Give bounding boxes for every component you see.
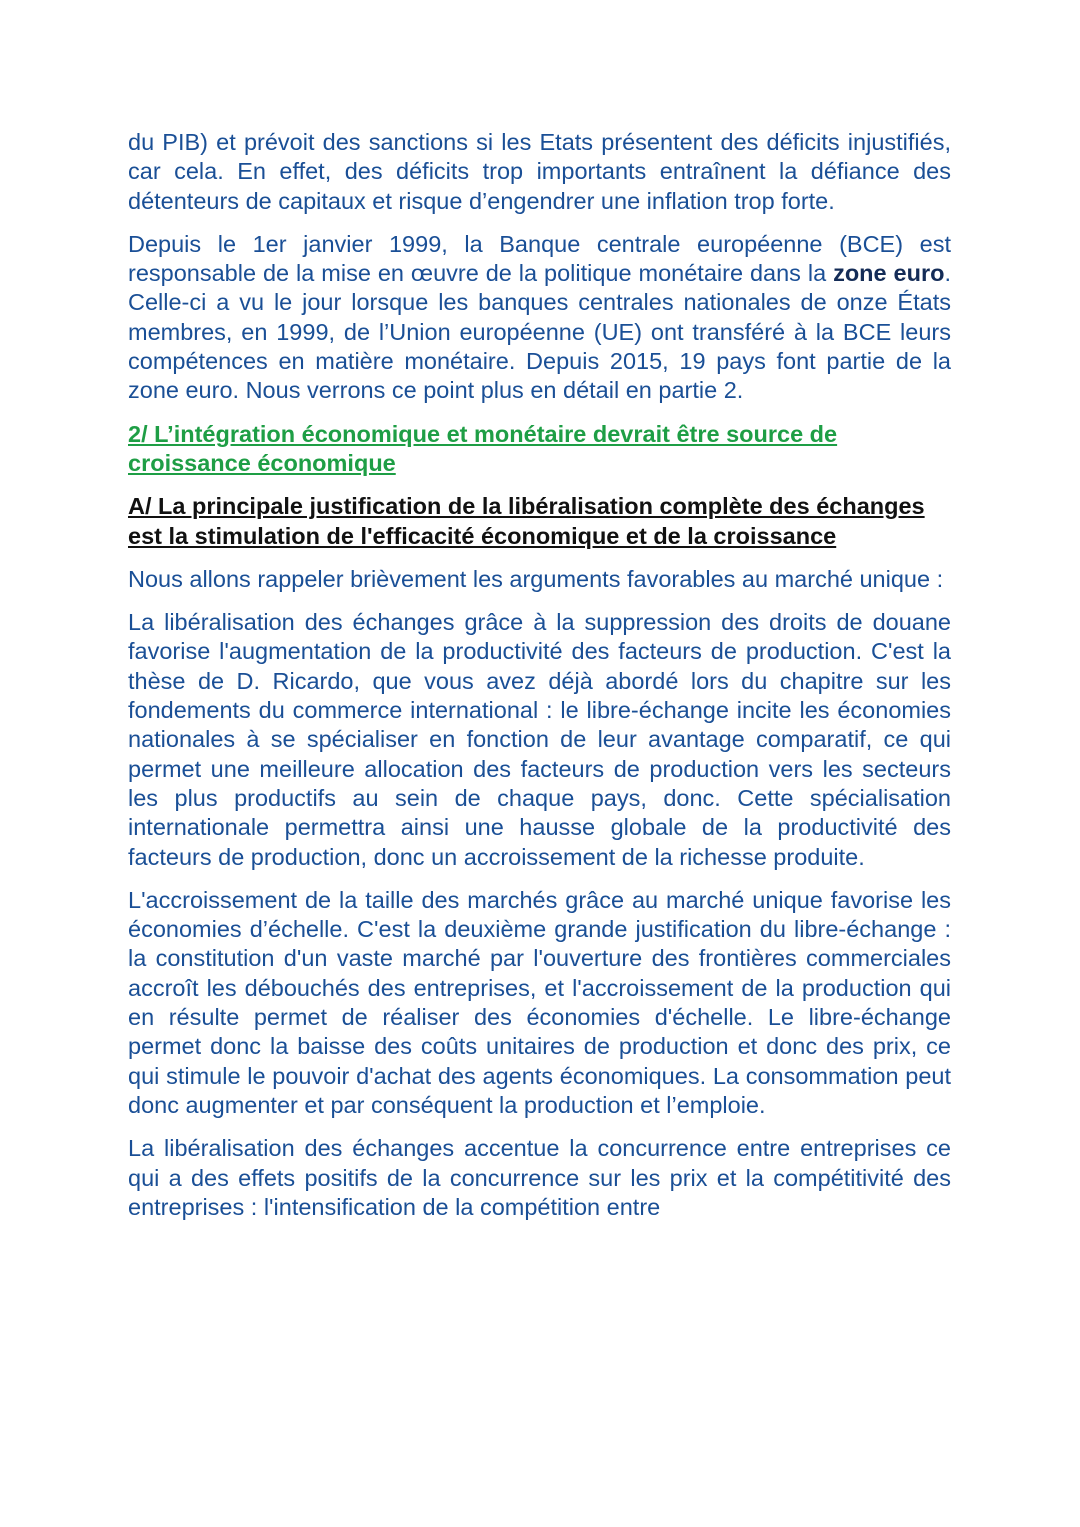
- document-page: [128, 128, 951, 1236]
- paragraph-ricardo: La libéralisation des échanges grâce à la suppression des droits de douane favorise l'augmentation de la productivité des facteurs de production. C'est la thèse de D. Ricardo, que vous avez déjà abordé lors du chapitre sur les fondements du commerce international : le libre-échange incite les économies nationales à se spécialiser en fonction de leur avantage comparatif, ce qui permet une meilleure allocation des facteurs de production vers les secteurs les plus productifs au sein de chaque pays, donc. Cette spécialisation internationale permettra ainsi une hausse globale de la productivité des facteurs de production, donc un accroissement de la richesse produite.: [128, 609, 951, 870]
- paragraph-bce: [128, 230, 951, 406]
- paragraph-economies-echelle: L'accroissement de la taille des marchés grâce au marché unique favorise les économies d’échelle. C'est la deuxième grande justification du libre-échange : la constitution d'un vaste marché par l'ouverture des frontières commerciales accroît les débouchés des entreprises, et l'accroissement de la production qui en résulte permet de réaliser des économies d'échelle. Le libre-échange permet donc la baisse des coûts unitaires de production et donc des prix, ce qui stimule le pouvoir d'achat des agents économiques. La consommation peut donc augmenter et par conséquent la production et l’emploie.: [128, 886, 951, 1118]
- paragraph-deficits: du PIB) et prévoit des sanctions si les Etats présentent des déficits injustifiés, car cela. En effet, des déficits trop importants entraînent la défiance des détenteurs de capitaux et risque d’engendrer une inflation trop forte.: [128, 129, 951, 214]
- paragraph-concurrence: La libéralisation des échanges accentue la concurrence entre entreprises ce qui a des effets positifs de la concurrence sur les prix et la compétitivité des entreprises : l'intensification de la compétition entre: [128, 1135, 951, 1220]
- paragraph-bce-text-1: Depuis le 1er janvier 1999, la Banque centrale européenne (BCE) est responsable de la mise en œuvre de la politique monétaire dans la: [128, 230, 951, 287]
- paragraph-bce-text-2: . Celle-ci a vu le jour lorsque les banques centrales nationales de onze États membres, en 1999, de l’Union européenne (UE) ont transféré à la BCE leurs compétences en matière monétaire. Depuis 2015, 19 pays font partie de la zone euro. Nous verrons ce point plus en détail en partie 2.: [128, 260, 951, 404]
- subsection-heading: A/ La principale justification de la libéralisation complète des échanges est la stimulation de l'efficacité économique et de la croissance: [128, 493, 925, 549]
- section-heading: 2/ L’intégration économique et monétaire devrait être source de croissance économique: [128, 420, 838, 476]
- zone-euro-bold: zone euro: [833, 260, 945, 287]
- paragraph-intro-arguments: Nous allons rappeler brièvement les arguments favorables au marché unique :: [128, 565, 944, 592]
